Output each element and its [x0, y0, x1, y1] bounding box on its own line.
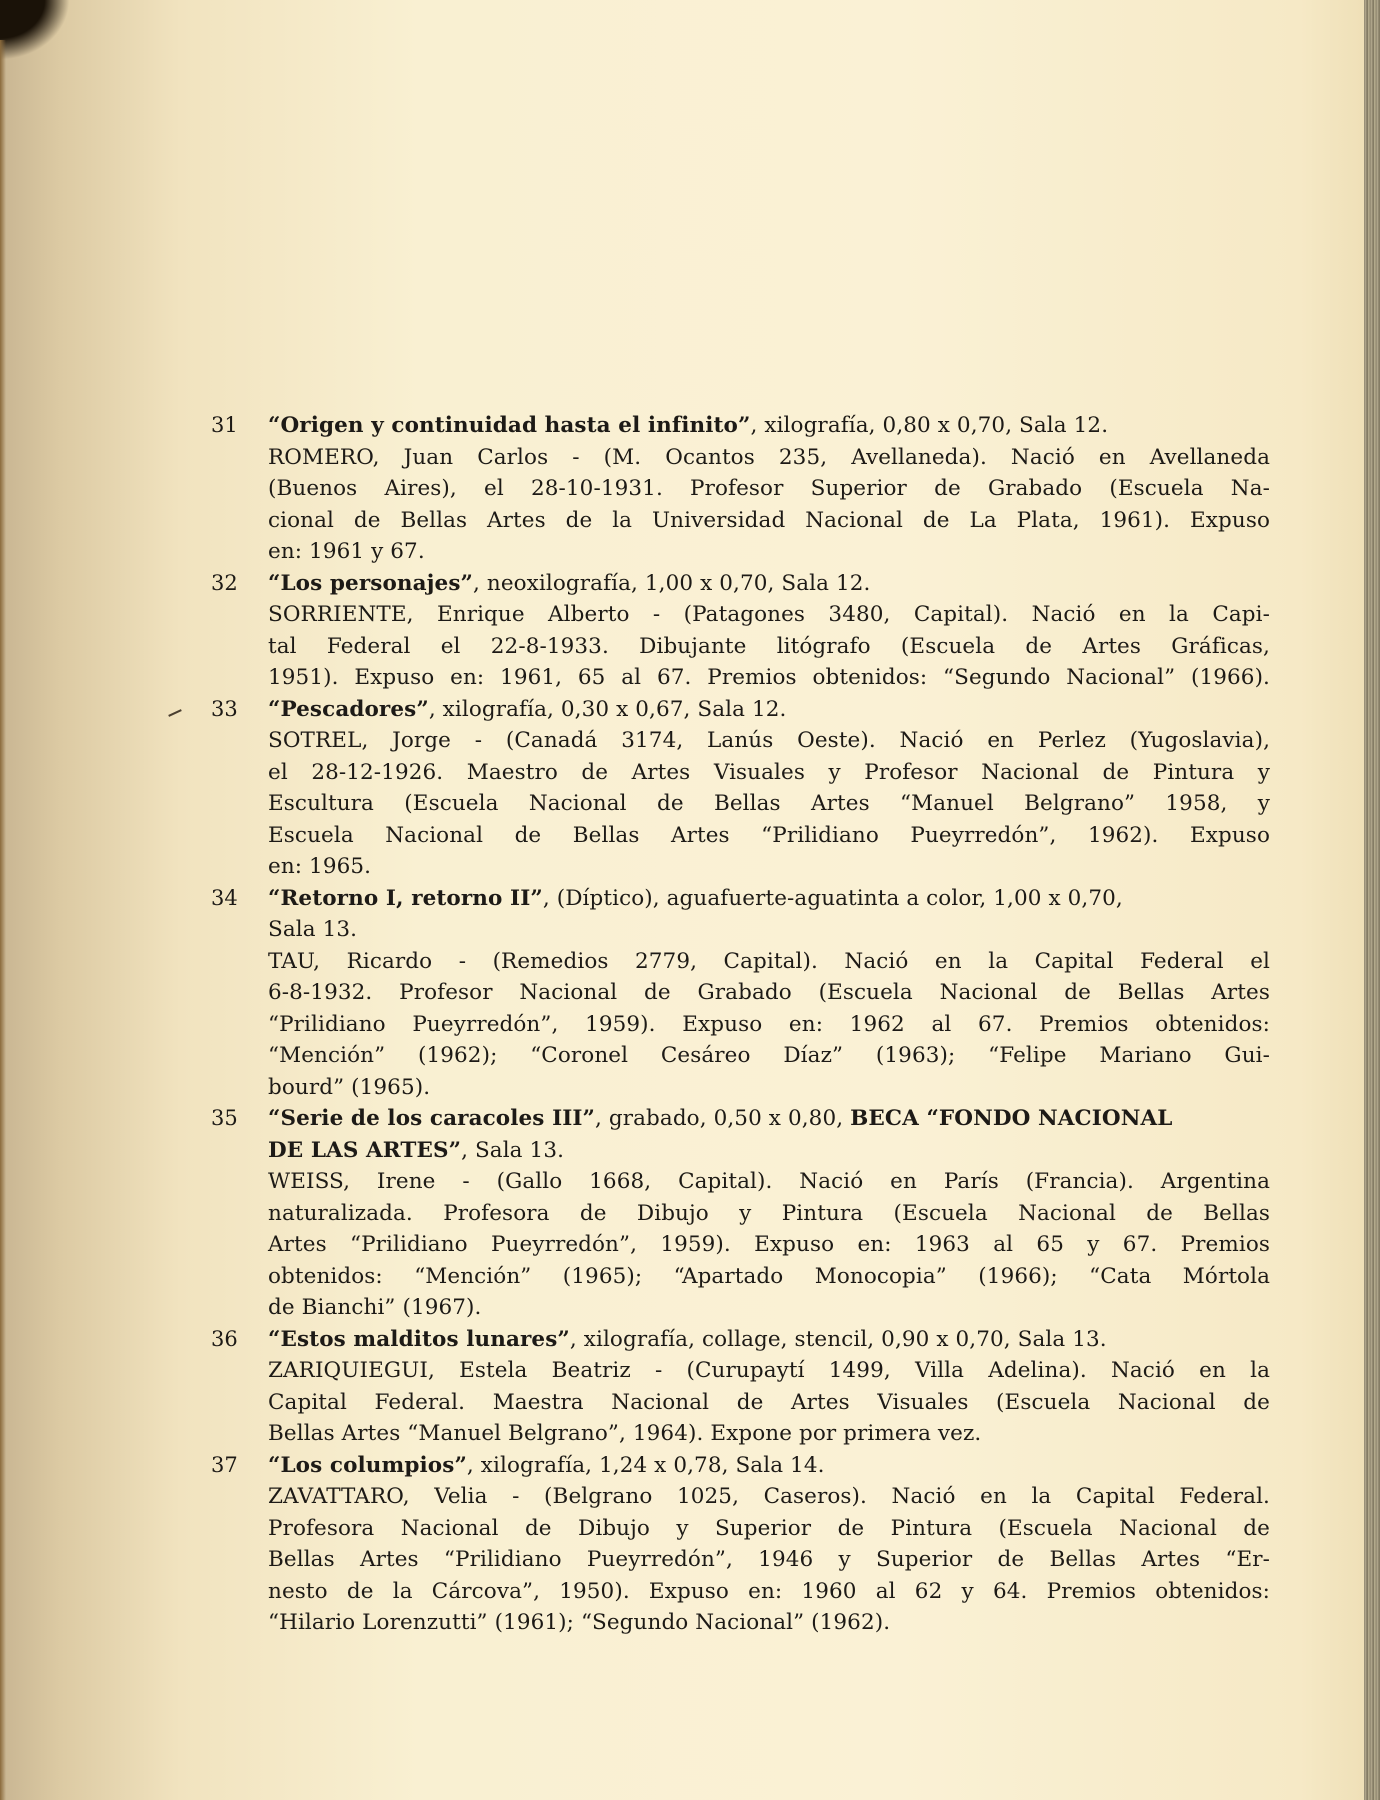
- entry-number: 34: [211, 885, 238, 910]
- catalog-entry: [212, 1324, 1270, 1450]
- artwork-title: “Origen y continuidad hasta el infinito”: [268, 413, 751, 438]
- artist-bio-line: Profesora Nacional de Dibujo y Superior de Pintura (Escuela Nacional de: [268, 1515, 1270, 1541]
- book-page-edges: [1364, 0, 1380, 1800]
- catalog-entry: [212, 694, 1270, 883]
- scholarship-label: BECA “FONDO NACIONAL: [850, 1106, 1173, 1131]
- artist-bio-line: SOTREL, Jorge - (Canadá 3174, Lanús Oeste). Nació en Perlez (Yugoslavia),: [268, 728, 1270, 753]
- catalog-entry: [212, 1103, 1270, 1324]
- pencil-mark: [168, 709, 182, 717]
- artist-bio-line: “Mención” (1962); “Coronel Cesáreo Díaz” (1963); “Felipe Mariano Gui-: [268, 1043, 1270, 1068]
- artwork-details: , grabado, 0,50 x 0,80,: [595, 1106, 851, 1131]
- artist-bio-line: Bellas Artes “Manuel Belgrano”, 1964). Expone por primera vez.: [268, 1421, 982, 1446]
- artist-bio-line: “Hilario Lorenzutti” (1961); “Segundo Nacional” (1962).: [268, 1610, 891, 1635]
- artwork-title: “Pescadores”: [268, 696, 429, 722]
- catalog-entry: [212, 883, 1270, 1104]
- artwork-title: “Retorno I, retorno II”: [268, 885, 543, 911]
- artist-bio-line: naturalizada. Profesora de Dibujo y Pintura (Escuela Nacional de Bellas: [268, 1200, 1270, 1226]
- page-corner-shadow: [0, 0, 70, 60]
- scholarship-label: DE LAS ARTES”: [268, 1137, 462, 1163]
- entry-number: 31: [211, 413, 238, 437]
- entry-number: 35: [211, 1106, 238, 1130]
- artwork-title-line: [268, 1103, 1270, 1135]
- entry-number: 37: [211, 1452, 238, 1477]
- entry-number: 36: [211, 1326, 238, 1351]
- artist-bio-line: 6-8-1932. Profesor Nacional de Grabado (Escuela Nacional de Bellas Artes: [268, 980, 1270, 1005]
- artwork-title: “Estos malditos lunares”: [268, 1326, 570, 1352]
- catalog-entry: [212, 1450, 1270, 1639]
- artwork-details: , xilografía, collage, stencil, 0,90 x 0,70, Sala 13.: [569, 1326, 1107, 1352]
- artist-bio-line: bourd” (1965).: [268, 1074, 431, 1100]
- artwork-title-line: [268, 1450, 1270, 1482]
- artwork-title-line: [268, 694, 1270, 726]
- artwork-title-line: Sala 13.: [268, 917, 358, 942]
- artist-bio-line: “Prilidiano Pueyrredón”, 1959). Expuso en: 1962 al 67. Premios obtenidos:: [268, 1011, 1270, 1037]
- artist-bio-line: Escultura (Escuela Nacional de Bellas Artes “Manuel Belgrano” 1958, y: [268, 791, 1270, 816]
- artwork-details: , xilografía, 0,80 x 0,70, Sala 12.: [750, 413, 1109, 438]
- book-gutter-shadow: [0, 40, 6, 1800]
- artist-bio-line: nesto de la Cárcova”, 1950). Expuso en: 1960 al 62 y 64. Premios obtenidos:: [268, 1578, 1270, 1604]
- artist-bio-line: 1951). Expuso en: 1961, 65 al 67. Premios obtenidos: “Segundo Nacional” (1966).: [268, 665, 1270, 690]
- artist-bio-line: de Bianchi” (1967).: [268, 1295, 482, 1320]
- artwork-title-line: [268, 568, 1270, 600]
- artist-bio-line: Capital Federal. Maestra Nacional de Artes Visuales (Escuela Nacional de: [268, 1389, 1270, 1415]
- artist-bio-line: TAU, Ricardo - (Remedios 2779, Capital). Nació en la Capital Federal el: [268, 948, 1270, 974]
- artwork-title: “Los personajes”: [268, 570, 473, 596]
- artist-bio-line: (Buenos Aires), el 28-10-1931. Profesor Superior de Grabado (Escuela Na-: [268, 476, 1270, 501]
- artist-bio-line: obtenidos: “Mención” (1965); “Apartado Monocopia” (1966); “Cata Mórtola: [268, 1263, 1270, 1289]
- catalog-entry: [212, 568, 1270, 694]
- artwork-details: , xilografía, 0,30 x 0,67, Sala 12.: [428, 696, 787, 722]
- catalog-entry: [212, 410, 1270, 568]
- artwork-title-line: [268, 1324, 1270, 1356]
- artwork-title: “Los columpios”: [268, 1452, 467, 1478]
- artist-bio-line: ZAVATTARO, Velia - (Belgrano 1025, Caseros). Nació en la Capital Federal.: [268, 1484, 1270, 1509]
- artist-bio-line: SORRIENTE, Enrique Alberto - (Patagones 3480, Capital). Nació en la Capi-: [268, 602, 1270, 627]
- artwork-title-line: [268, 1135, 1270, 1167]
- artwork-details: , neoxilografía, 1,00 x 0,70, Sala 12.: [473, 570, 871, 596]
- artist-bio-line: cional de Bellas Artes de la Universidad Nacional de La Plata, 1961). Expuso: [268, 507, 1270, 533]
- artist-bio-line: tal Federal el 22-8-1933. Dibujante litógrafo (Escuela de Artes Gráficas,: [268, 633, 1270, 659]
- artist-bio-line: el 28-12-1926. Maestro de Artes Visuales y Profesor Nacional de Pintura y: [268, 759, 1270, 785]
- artist-bio-line: ROMERO, Juan Carlos - (M. Ocantos 235, Avellaneda). Nació en Avellaneda: [268, 444, 1270, 470]
- artwork-title-line: [268, 883, 1270, 915]
- artwork-details: , (Díptico), aguafuerte-aguatinta a color, 1,00 x 0,70,: [542, 885, 1123, 911]
- entry-number: 32: [211, 570, 238, 595]
- artist-bio-line: Bellas Artes “Prilidiano Pueyrredón”, 1946 y Superior de Bellas Artes “Er-: [268, 1547, 1270, 1572]
- artist-bio-line: WEISS, Irene - (Gallo 1668, Capital). Nació en París (Francia). Argentina: [268, 1169, 1270, 1194]
- artist-bio-line: en: 1965.: [268, 854, 372, 879]
- entry-number: 33: [211, 696, 238, 721]
- artwork-details: , Sala 13.: [461, 1137, 565, 1163]
- artist-bio-line: en: 1961 y 67.: [268, 539, 425, 564]
- artist-bio-line: Escuela Nacional de Bellas Artes “Prilidiano Pueyrredón”, 1962). Expuso: [268, 822, 1270, 848]
- artwork-title-line: [268, 410, 1270, 442]
- catalog-entries: [212, 410, 1270, 1639]
- artist-bio-line: ZARIQUIEGUI, Estela Beatriz - (Curupaytí 1499, Villa Adelina). Nació en la: [268, 1358, 1270, 1383]
- artwork-details: , xilografía, 1,24 x 0,78, Sala 14.: [466, 1452, 825, 1478]
- artwork-title: “Serie de los caracoles III”: [268, 1106, 596, 1131]
- artist-bio-line: Artes “Prilidiano Pueyrredón”, 1959). Expuso en: 1963 al 65 y 67. Premios: [268, 1232, 1270, 1257]
